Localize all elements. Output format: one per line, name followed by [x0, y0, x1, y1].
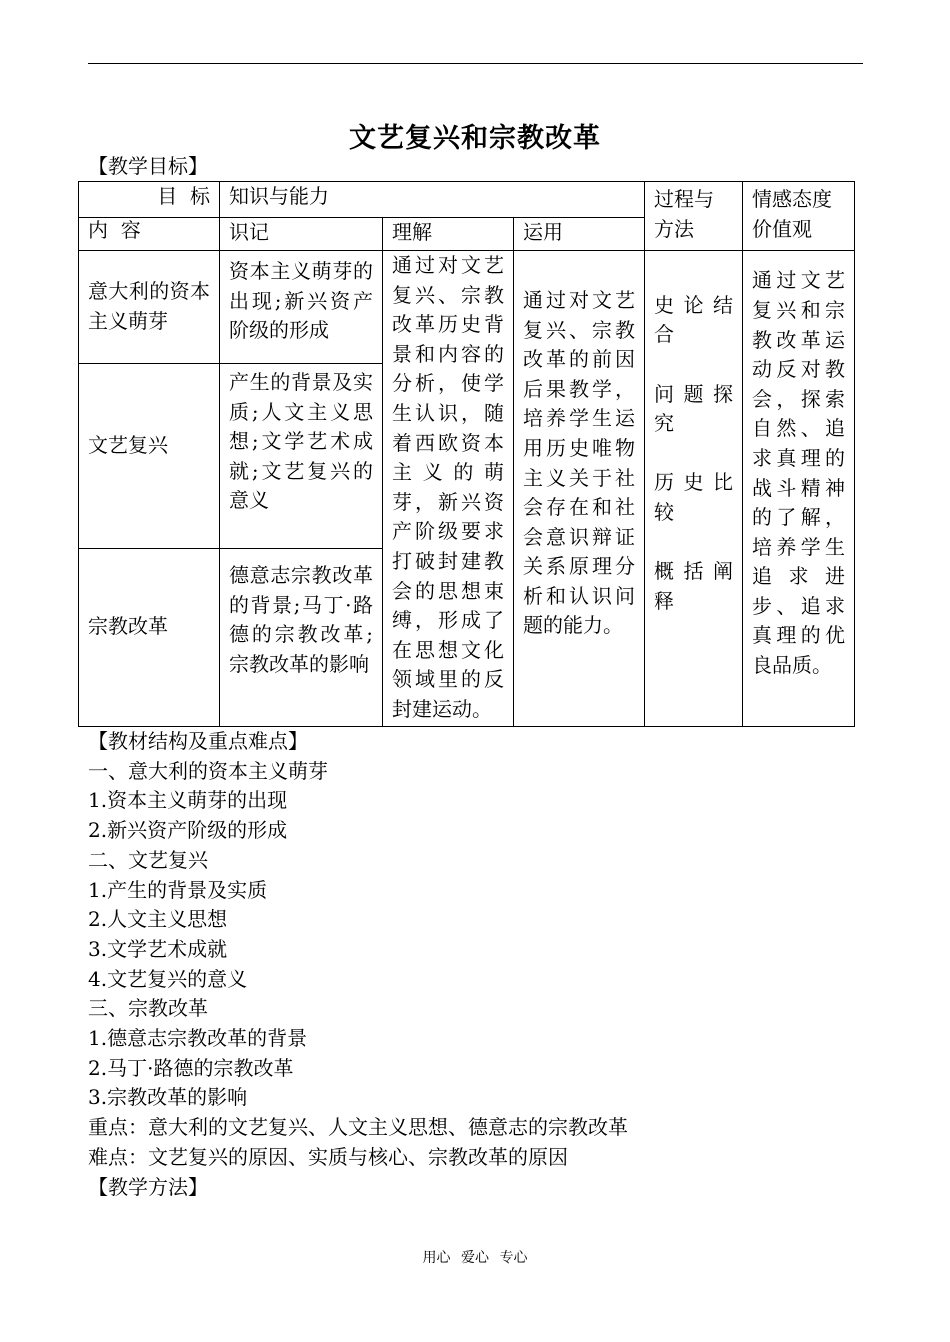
- apply-cell: 通过对文艺复兴、宗教改革的前因后果教学，培养学生运用历史唯物主义关于社会存在和社会意识辩证关系原理分析和认识问题的能力。: [514, 251, 645, 727]
- key-points: 重点：意大利的文艺复兴、人文主义思想、德意志的宗教改革: [88, 1115, 628, 1140]
- teaching-goals-table: [78, 181, 855, 727]
- method-1: 史论结合: [654, 292, 734, 347]
- structure-line: 4.文艺复兴的意义: [88, 966, 248, 991]
- structure-line: 三、宗教改革: [88, 996, 208, 1021]
- header-rule: [88, 63, 863, 64]
- structure-line: 3.宗教改革的影响: [88, 1085, 248, 1110]
- teaching-methods-label: 【教学方法】: [88, 1174, 208, 1199]
- structure-line: 2.新兴资产阶级的形成: [88, 818, 288, 843]
- structure-label: 【教材结构及重点难点】: [88, 729, 308, 753]
- content-row-1: 意大利的资本主义萌芽: [79, 251, 220, 364]
- method-4: 概括阐释: [654, 559, 734, 613]
- header-understand: 理解: [383, 218, 514, 251]
- structure-line: 1.资本主义萌芽的出现: [88, 788, 288, 813]
- method-3: 历史比较: [654, 470, 734, 524]
- difficult-points: 难点：文艺复兴的原因、实质与核心、宗教改革的原因: [88, 1144, 568, 1169]
- header-remember: 识记: [220, 218, 383, 251]
- page-title: 文艺复兴和宗教改革: [349, 123, 601, 154]
- header-emotion-values: 情感态度价值观: [743, 182, 855, 251]
- process-methods-cell: [645, 251, 743, 727]
- remember-row-2: 产生的背景及实质;人文主义思想;文学艺术成就;文艺复兴的意义: [220, 364, 383, 549]
- structure-line: 1.德意志宗教改革的背景: [88, 1026, 308, 1051]
- method-2: 问题探究: [654, 381, 734, 436]
- header-process-method: 过程与方法: [645, 182, 743, 251]
- structure-line: 二、文艺复兴: [88, 847, 208, 872]
- header-apply: 运用: [514, 218, 645, 251]
- structure-line: 3.文学艺术成就: [88, 936, 228, 961]
- structure-line: 1.产生的背景及实质: [88, 877, 268, 902]
- structure-line: 一、意大利的资本主义萌芽: [88, 758, 328, 783]
- header-knowledge-ability: 知识与能力: [220, 182, 645, 218]
- understand-cell: 通过对文艺复兴、宗教改革历史背景和内容的分析，使学生认识，随着西欧资本主义的萌芽，新兴资产阶级要求打破封建教会的思想束缚，形成了在思想文化领域里的反封建运动。: [383, 251, 514, 727]
- content-row-3: 宗教改革: [79, 549, 220, 727]
- remember-row-3: 德意志宗教改革的背景;马丁·路德的宗教改革;宗教改革的影响: [220, 549, 383, 727]
- corner-header-content: 内 容: [79, 218, 220, 251]
- teaching-goals-label: 【教学目标】: [88, 154, 208, 178]
- page-footer: 用心 爱心 专心: [422, 1250, 528, 1266]
- emotion-cell: 通过文艺复兴和宗教改革运动反对教会，探索自然、追求真理的战斗精神的了解，培养学生追求进步、追求真理的优良品质。: [743, 251, 855, 727]
- structure-line: 2.马丁·路德的宗教改革: [88, 1055, 294, 1080]
- structure-section: [88, 727, 628, 1202]
- content-row-2: 文艺复兴: [79, 364, 220, 549]
- remember-row-1: 资本主义萌芽的出现;新兴资产阶级的形成: [220, 251, 383, 364]
- structure-line: 2.人文主义思想: [88, 907, 228, 932]
- corner-header-goal: 目 标: [79, 182, 220, 218]
